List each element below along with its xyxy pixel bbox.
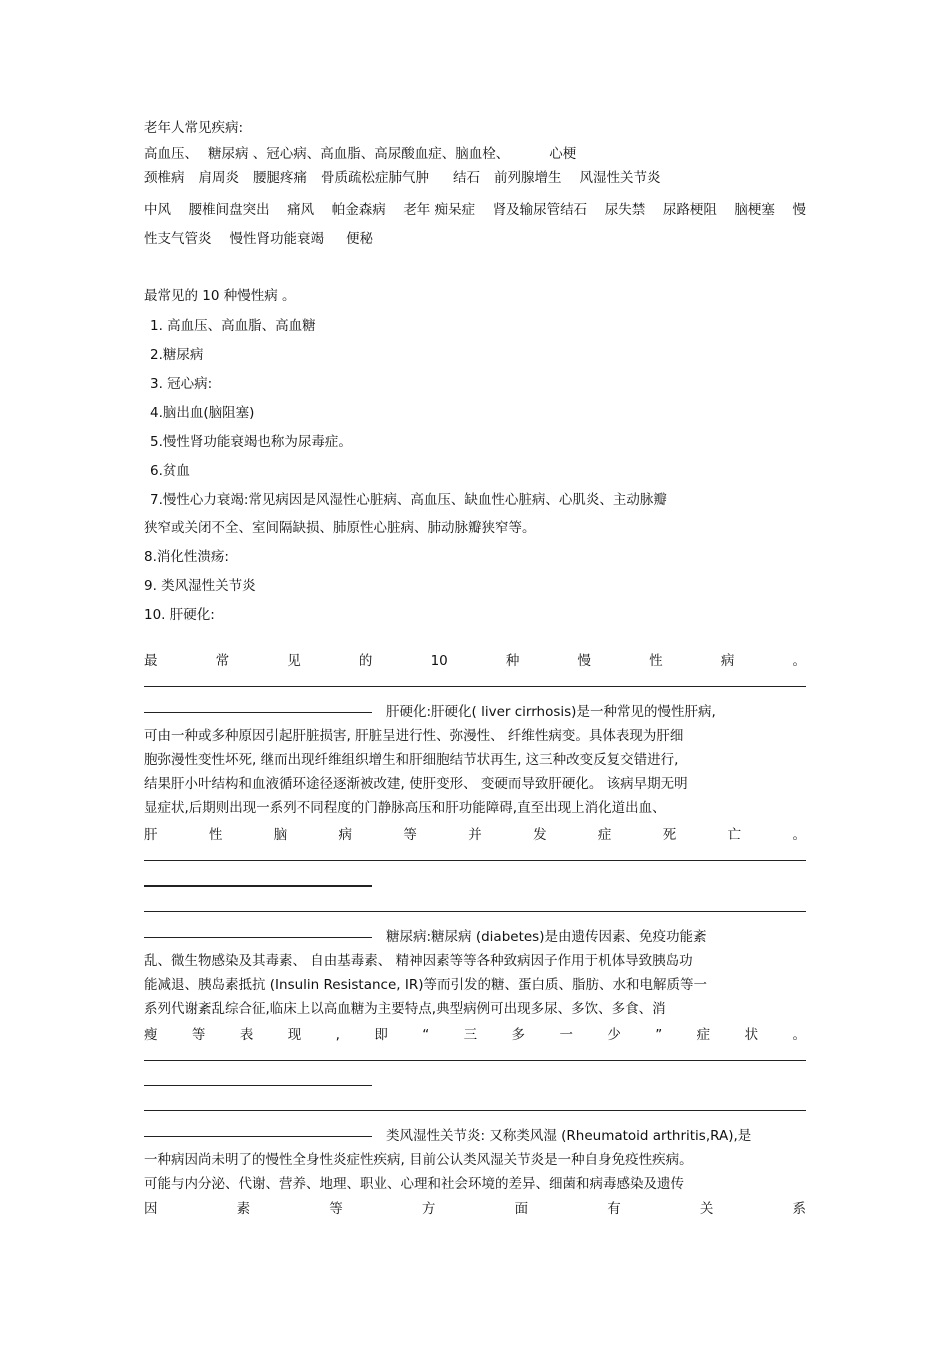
- diabetes-line-1: 糖尿病:糖尿病 (diabetes)是由遗传因素、免疫功能紊: [386, 929, 707, 945]
- cirrhosis-line-2: 可由一种或多种原因引起肝脏损害, 肝脏呈进行性、弥漫性、 纤维性病变。具体表现为肝细: [144, 728, 684, 744]
- intro-row-4: 性支气管炎 慢性肾功能衰竭 便秘: [144, 231, 373, 247]
- divider: [144, 1136, 372, 1137]
- list-item: 7.慢性心力衰竭:常见病因是风湿性心脏病、高血压、缺血性心脏病、心肌炎、主动脉瓣: [150, 492, 667, 508]
- top10-title: 最常见的 10 种慢性病 。: [144, 288, 296, 304]
- cirrhosis-line-1: 肝硬化:肝硬化( liver cirrhosis)是一种常见的慢性肝病,: [386, 704, 716, 720]
- intro-row-2: 颈椎病 肩周炎 腰腿疼痛 骨质疏松症肺气肿 结石 前列腺增生 风湿性关节炎: [144, 170, 661, 186]
- list-item: 5.慢性肾功能衰竭也称为尿毒症。: [150, 434, 352, 450]
- spread-title: 最 常 见 的 10 种 慢 性 病 。: [144, 653, 806, 669]
- list-item-continued: 狭窄或关闭不全、室间隔缺损、肺原性心脏病、肺动脉瓣狭窄等。: [144, 520, 536, 536]
- list-item: 6.贫血: [150, 463, 190, 479]
- intro-heading: 老年人常见疾病:: [144, 120, 244, 136]
- divider: [144, 1060, 806, 1061]
- list-item: 2.糖尿病: [150, 347, 204, 363]
- divider: [144, 1085, 372, 1086]
- ra-spread-line: 因 素 等 方 面 有 关 系: [144, 1201, 806, 1217]
- cirrhosis-line-4: 结果肝小叶结构和血液循环途径逐渐被改建, 使肝变形、 变硬而导致肝硬化。 该病早期无明: [144, 776, 688, 792]
- divider: [144, 885, 372, 887]
- list-item: 9. 类风湿性关节炎: [144, 578, 256, 594]
- divider: [144, 686, 806, 687]
- diabetes-line-3: 能减退、胰岛素抵抗 (Insulin Resistance, IR)等而引发的糖、蛋白质、脂肪、水和电解质等一: [144, 977, 707, 993]
- diabetes-spread-line: 瘦 等 表 现 , 即 “ 三 多 一 少 ” 症 状 。: [144, 1027, 806, 1043]
- diabetes-line-4: 系列代谢紊乱综合征,临床上以高血糖为主要特点,典型病例可出现多尿、多饮、多食、消: [144, 1001, 666, 1017]
- list-item: 8.消化性溃疡:: [144, 549, 229, 565]
- cirrhosis-spread-line: 肝 性 脑 病 等 并 发 症 死 亡 。: [144, 827, 806, 843]
- diabetes-line-2: 乱、微生物感染及其毒素、 自由基毒素、 精神因素等等各种致病因子作用于机体导致胰岛功: [144, 953, 693, 969]
- ra-line-2: 一种病因尚未明了的慢性全身性炎症性疾病, 目前公认类风湿关节炎是一种自身免疫性疾病。: [144, 1152, 693, 1168]
- cirrhosis-line-5: 显症状,后期则出现一系列不同程度的门静脉高压和肝功能障碍,直至出现上消化道出血、: [144, 800, 666, 816]
- intro-row-3: 中风 腰椎间盘突出 痛风 帕金森病 老年 痴呆症 肾及输尿管结石 尿失禁 尿路梗阻 脑梗塞 慢: [144, 202, 806, 218]
- divider: [144, 712, 372, 713]
- list-item: 10. 肝硬化:: [144, 607, 215, 623]
- divider: [144, 911, 806, 912]
- list-item: 1. 高血压、高血脂、高血糖: [150, 318, 316, 334]
- ra-line-3: 可能与内分泌、代谢、营养、地理、职业、心理和社会环境的差异、细菌和病毒感染及遗传: [144, 1176, 684, 1192]
- intro-row-1: 高血压、 糖尿病 、冠心病、高血脂、高尿酸血症、脑血栓、 心梗: [144, 146, 577, 162]
- list-item: 3. 冠心病:: [150, 376, 213, 392]
- list-item: 4.脑出血(脑阻塞): [150, 405, 255, 421]
- ra-line-1: 类风湿性关节炎: 又称类风湿 (Rheumatoid arthritis,RA),是: [386, 1128, 752, 1144]
- divider: [144, 860, 806, 861]
- divider: [144, 937, 372, 938]
- cirrhosis-line-3: 胞弥漫性变性坏死, 继而出现纤维组织增生和肝细胞结节状再生, 这三种改变反复交错进行,: [144, 752, 679, 768]
- divider: [144, 1110, 806, 1111]
